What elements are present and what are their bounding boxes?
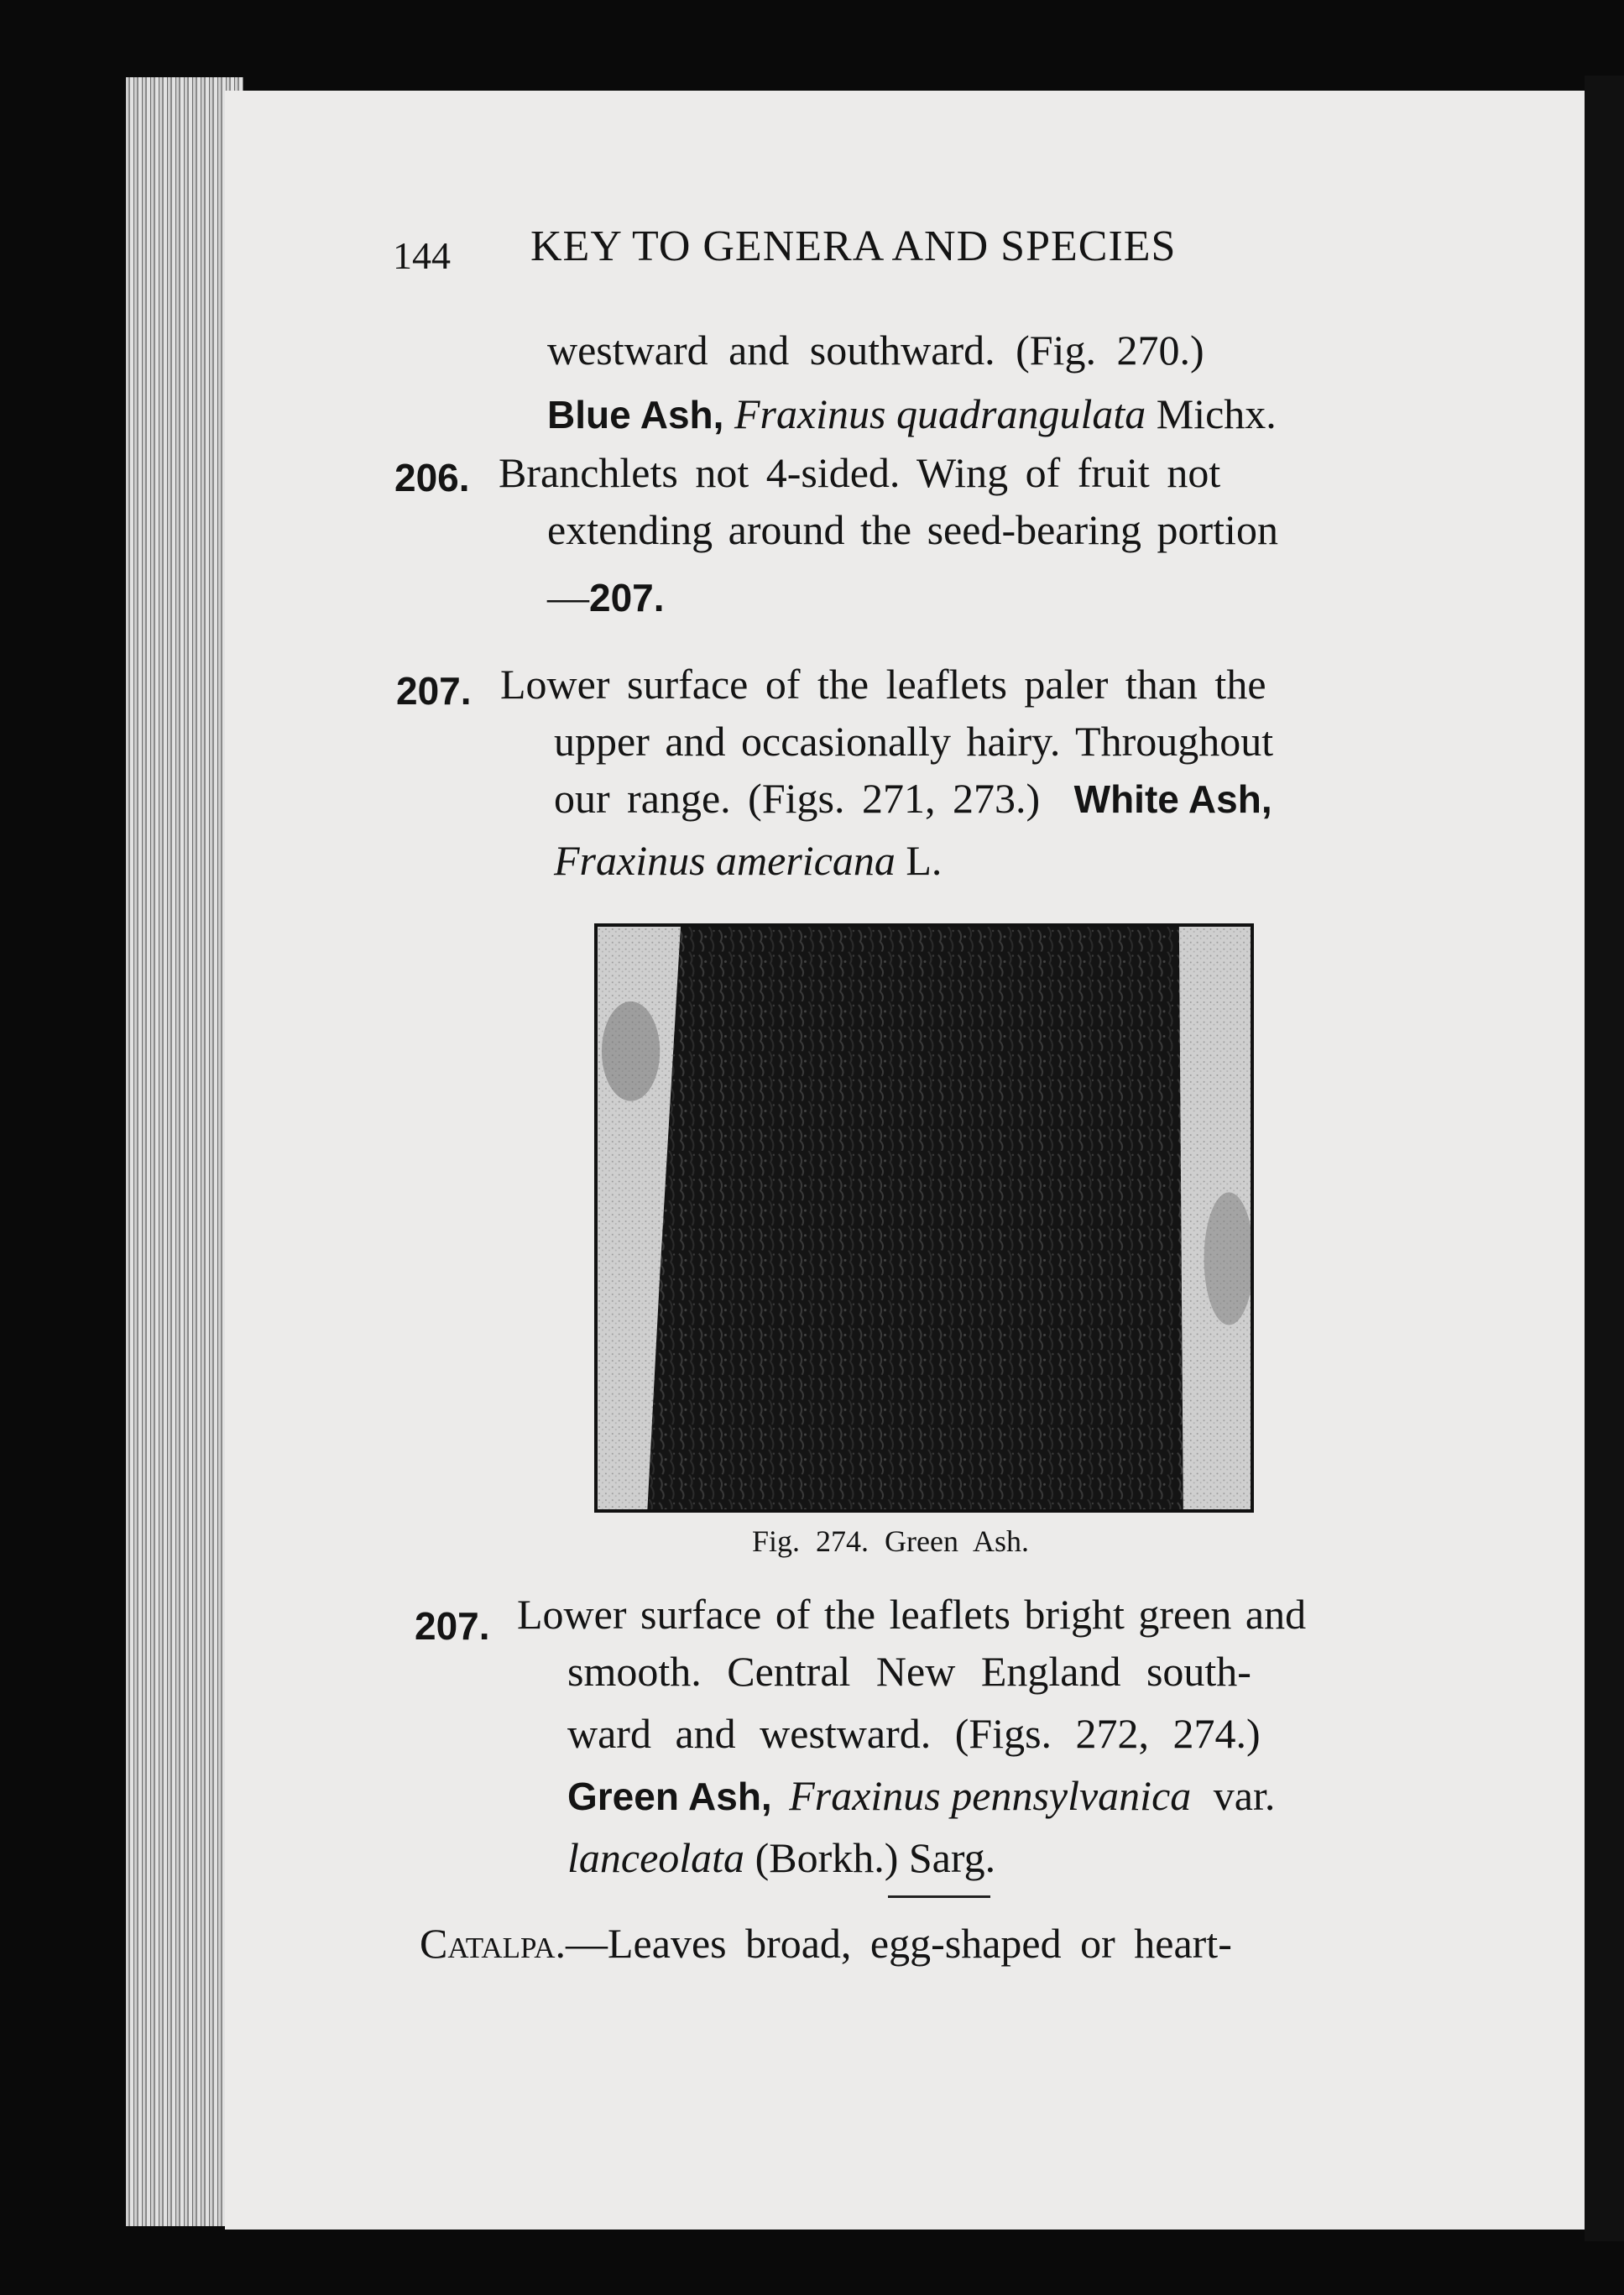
green-ash-common-name: Green Ash, — [567, 1775, 772, 1818]
white-ash-common-name: White Ash, — [1073, 777, 1272, 821]
entry-207b-line4 — [567, 1772, 1276, 1819]
entry-207a-number: 207. — [396, 669, 472, 713]
entry-206-line1: Branchlets not 4-sided. Wing of fruit not — [499, 449, 1221, 496]
entry-207b-line1: Lower surface of the leaflets bright green and — [517, 1591, 1307, 1638]
running-title: KEY TO GENERA AND SPECIES — [530, 222, 1177, 270]
figure-caption: Fig. 274. Green Ash. — [752, 1524, 1029, 1558]
blue-ash-name-line — [547, 390, 1277, 437]
entry-207b-line2: smooth. Central New England south- — [567, 1648, 1251, 1695]
section-divider — [888, 1895, 990, 1898]
green-ash-bark-photo — [598, 927, 1251, 1509]
entry-207a-line3-text: our range. (Figs. 271, 273.) — [554, 775, 1041, 822]
figure-274-image — [594, 923, 1254, 1513]
white-ash-latin-name: Fraxinus americana — [554, 837, 896, 884]
catalpa-text: —Leaves broad, egg-shaped or heart- — [566, 1920, 1232, 1967]
entry-207b-line3: ward and westward. (Figs. 272, 274.) — [567, 1710, 1261, 1757]
catalpa-genus-name: Catalpa. — [420, 1920, 567, 1967]
entry-207a-line2: upper and occasionally hairy. Throughout — [554, 718, 1274, 765]
catalpa-line — [420, 1920, 1232, 1967]
entry-206-line2: extending around the seed-bearing portion — [547, 506, 1278, 553]
entry-207b-line5 — [567, 1834, 996, 1881]
blue-ash-common-name: Blue Ash, — [547, 393, 724, 437]
entry-206-ref: 207. — [589, 576, 665, 619]
entry-206-ref-dash: — — [547, 573, 589, 620]
entry-206-number: 206. — [394, 456, 470, 499]
entry-207a-line1: Lower surface of the leaflets paler than the — [500, 661, 1266, 708]
white-ash-author: L. — [906, 837, 943, 884]
entry-207b-number: 207. — [415, 1604, 490, 1648]
page-number: 144 — [393, 234, 451, 277]
green-ash-var: var. — [1213, 1772, 1276, 1819]
blue-ash-latin-name: Fraxinus quadrangulata — [734, 390, 1146, 437]
blue-ash-line1: westward and southward. (Fig. 270.) — [547, 327, 1204, 374]
green-ash-latin-name: Fraxinus pennsylvanica — [789, 1772, 1192, 1819]
entry-207a-line3 — [554, 775, 1272, 822]
green-ash-latin-var: lanceolata — [567, 1834, 745, 1881]
entry-206-ref-line — [547, 573, 665, 620]
entry-207a-line4 — [554, 837, 943, 884]
blue-ash-author: Michx. — [1156, 390, 1277, 437]
green-ash-author: (Borkh.) Sarg. — [755, 1834, 996, 1881]
